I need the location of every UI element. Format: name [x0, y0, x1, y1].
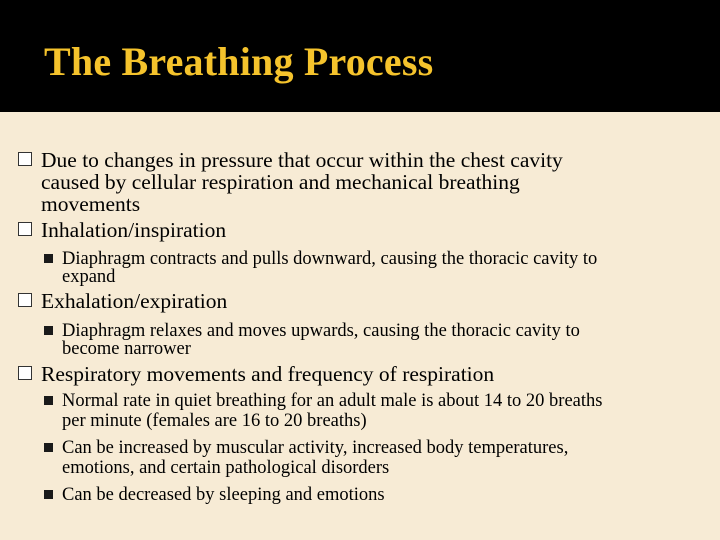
checkbox-bullet-icon	[18, 222, 32, 236]
subbullet-text-line: expand	[62, 267, 116, 287]
square-bullet-icon	[44, 443, 53, 452]
square-bullet-icon	[44, 326, 53, 335]
subbullet-text-line: Can be decreased by sleeping and emotions	[62, 485, 385, 505]
checkbox-bullet-icon	[18, 293, 32, 307]
checkbox-bullet-icon	[18, 152, 32, 166]
square-bullet-icon	[44, 396, 53, 405]
bullet-text-line: movements	[41, 192, 141, 216]
bullet-pressure-changes	[41, 149, 701, 215]
subbullet-normal-rate	[62, 390, 712, 432]
subbullet-increased	[62, 437, 712, 479]
bullet-respiratory-movements	[41, 363, 701, 385]
subbullet-diaphragm-relaxes	[62, 320, 712, 360]
square-bullet-icon	[44, 490, 53, 499]
subbullet-diaphragm-contracts	[62, 248, 712, 288]
bullet-text-line: caused by cellular respiration and mechanical breathing	[41, 170, 520, 194]
bullet-text-line: Exhalation/expiration	[41, 289, 228, 313]
bullet-exhalation	[41, 290, 701, 312]
square-bullet-icon	[44, 254, 53, 263]
bullet-inhalation	[41, 219, 701, 241]
subbullet-text-line: become narrower	[62, 339, 191, 359]
slide-content	[0, 112, 720, 540]
bullet-text-line: Inhalation/inspiration	[41, 218, 227, 242]
subbullet-text-line: Can be increased by muscular activity, increased body temperatures,	[62, 438, 569, 458]
subbullet-text-line: Diaphragm relaxes and moves upwards, causing the thoracic cavity to	[62, 321, 580, 341]
subbullet-text-line: per minute (females are 16 to 20 breaths)	[62, 411, 367, 431]
bullet-text-line: Respiratory movements and frequency of respiration	[41, 362, 495, 386]
subbullet-text-line: emotions, and certain pathological disorders	[62, 458, 390, 478]
title-bar	[0, 0, 720, 112]
bullet-text-line: Due to changes in pressure that occur within the chest cavity	[41, 148, 563, 172]
subbullet-text-line: Diaphragm contracts and pulls downward, causing the thoracic cavity to	[62, 249, 598, 269]
checkbox-bullet-icon	[18, 366, 32, 380]
slide-title: The Breathing Process	[44, 39, 434, 84]
subbullet-text-line: Normal rate in quiet breathing for an adult male is about 14 to 20 breaths	[62, 391, 603, 411]
subbullet-decreased	[62, 484, 712, 506]
